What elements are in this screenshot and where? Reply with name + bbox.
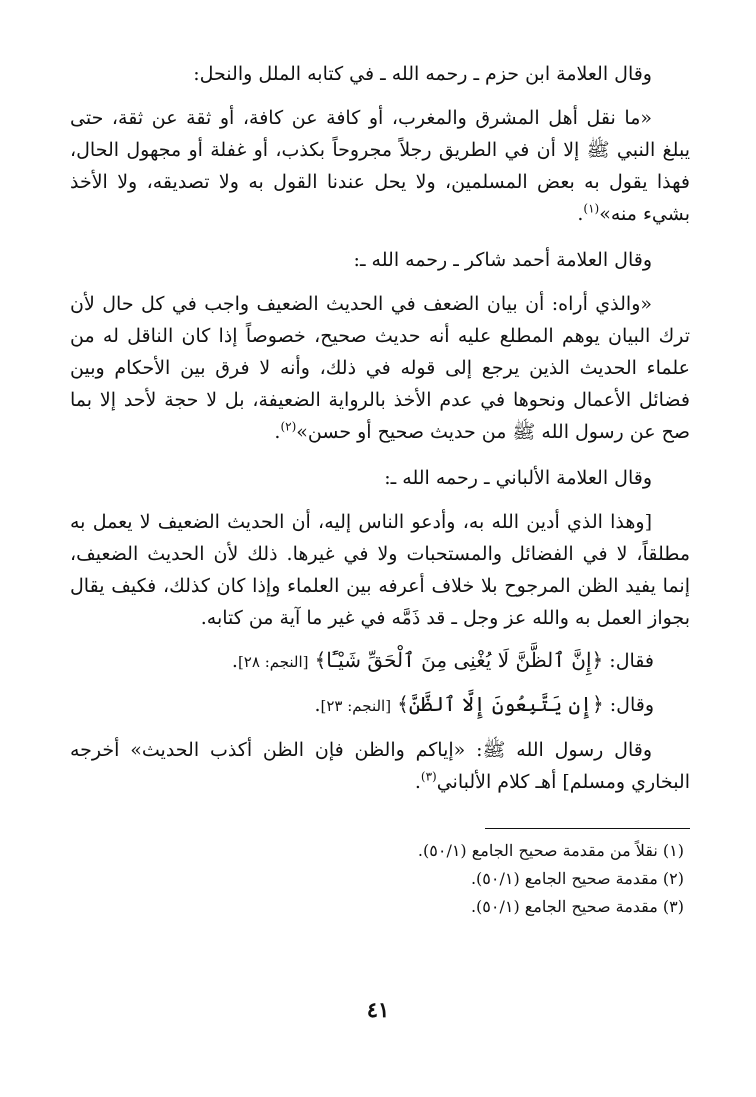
ayah-2-intro: وقال: bbox=[603, 694, 654, 716]
footnote-3: (٣) مقدمة صحيح الجامع (٥٠/١). bbox=[470, 897, 684, 916]
quote-ibn-hazm-text: «ما نقل أهل المشرق والمغرب، أو كافة عن كافة، أو ثقة عن ثقة، حتى يبلغ النبي ﷺ إلا أن في الطريق رجلاً مجروحاً بكذب، أو غفلة أو مجهول الحال، فهذا يقول به بعض المسلمين، ولا يحل عندنا القول به ولا تصديقه، ولا الأخذ بشيء منه» bbox=[70, 107, 690, 225]
footnote-separator bbox=[485, 828, 690, 829]
footnote-ref-3: (٣) bbox=[420, 769, 437, 784]
quote-ahmad-shakir: «والذي أراه: أن بيان الضعف في الحديث الضعيف واجب في كل حال لأن ترك البيان يوهم المطلع عليه أنه حديث صحيح، خصوصاً إذا كان الناقل له من علماء الحديث الذين يرجع إلى قوله في ذلك، وأنه لا فرق بين الأحكام وبين فضائل الأعمال ونحوها في عدم الأخذ بالرواية الضعيفة، بل لا حجة لأحد إلا بما صح عن رسول الله ﷺ من حديث صحيح أو حسن»$^{(٢)}$. bbox=[70, 293, 690, 443]
ayah-1-intro: فقال: bbox=[603, 650, 654, 672]
intro-ibn-hazm: وقال العلامة ابن حزم ـ رحمه الله ـ في كتابه الملل والنحل: bbox=[193, 63, 652, 85]
ayah-1-reference: [النجم: ٢٨] bbox=[237, 653, 309, 671]
quote-ahmad-shakir-text: «والذي أراه: أن بيان الضعف في الحديث الضعيف واجب في كل حال لأن ترك البيان يوهم المطلع عليه أنه حديث صحيح، خصوصاً إذا كان الناقل له من علماء الحديث الذين يرجع إلى قوله في ذلك، وأنه لا فرق بين الأحكام وبين فضائل الأعمال ونحوها في عدم الأخذ بالرواية الضعيفة، بل لا حجة لأحد إلا بما صح عن رسول الله ﷺ من حديث صحيح أو حسن» bbox=[70, 293, 690, 443]
intro-ahmad-shakir: وقال العلامة أحمد شاكر ـ رحمه الله ـ: bbox=[353, 249, 652, 271]
hadith-text: وقال رسول الله ﷺ: «إياكم والظن فإن الظن أكذب الحديث» أخرجه البخاري ومسلم] أهـ كلام الألباني bbox=[70, 739, 690, 793]
hadith-paragraph: وقال رسول الله ﷺ: «إياكم والظن فإن الظن أكذب الحديث» أخرجه البخاري ومسلم] أهـ كلام الألباني$^{(٣)}$. bbox=[70, 739, 690, 793]
ayah-1-text: ﴿إِنَّ ٱلظَّنَّ لَا يُغْنِى مِنَ ٱلْحَقِّ شَيْـًٔا﴾ bbox=[314, 648, 604, 672]
quote-albani: [وهذا الذي أدين الله به، وأدعو الناس إليه، أن الحديث الضعيف لا يعمل به مطلقاً، لا في الفضائل والمستحبات ولا في غيرها. ذلك لأن الحديث الضعيف، إنما يفيد الظن المرجوح بلا خلاف أعرفه بين العلماء وإذا كان كذلك، فكيف يقال بجواز العمل به والله عز وجل ـ قد ذَمَّه في غير ما آية من كتابه. bbox=[70, 511, 690, 629]
footnote-1: (١) نقلاً من مقدمة صحيح الجامع (٥٠/١). bbox=[417, 841, 684, 860]
ayah-najm-23: وقال: ﴿إِن يَتَّبِعُونَ إِلَّا ٱلظَّنَّ﴾ [النجم: ٢٣]. bbox=[314, 692, 654, 716]
ayah-2-reference: [النجم: ٢٣] bbox=[320, 697, 392, 715]
intro-albani: وقال العلامة الألباني ـ رحمه الله ـ: bbox=[384, 467, 652, 489]
footnote-ref-2: (٢) bbox=[280, 419, 297, 434]
footnote-ref-1: (١) bbox=[583, 201, 600, 216]
footnote-2: (٢) مقدمة صحيح الجامع (٥٠/١). bbox=[470, 869, 684, 888]
ayah-najm-28: فقال: ﴿إِنَّ ٱلظَّنَّ لَا يُغْنِى مِنَ ٱلْحَقِّ شَيْـًٔا﴾ [النجم: ٢٨]. bbox=[231, 648, 654, 672]
page-number: ٤١ bbox=[366, 997, 390, 1022]
ayah-2-text: ﴿إِن يَتَّبِعُونَ إِلَّا ٱلظَّنَّ﴾ bbox=[397, 692, 604, 716]
quote-ibn-hazm: «ما نقل أهل المشرق والمغرب، أو كافة عن كافة، أو ثقة عن ثقة، حتى يبلغ النبي ﷺ إلا أن في الطريق رجلاً مجروحاً بكذب، أو غفلة أو مجهول الحال، فهذا يقول به بعض المسلمين، ولا يحل عندنا القول به ولا تصديقه، ولا الأخذ بشيء منه»$^{(١)}$. bbox=[70, 107, 690, 225]
